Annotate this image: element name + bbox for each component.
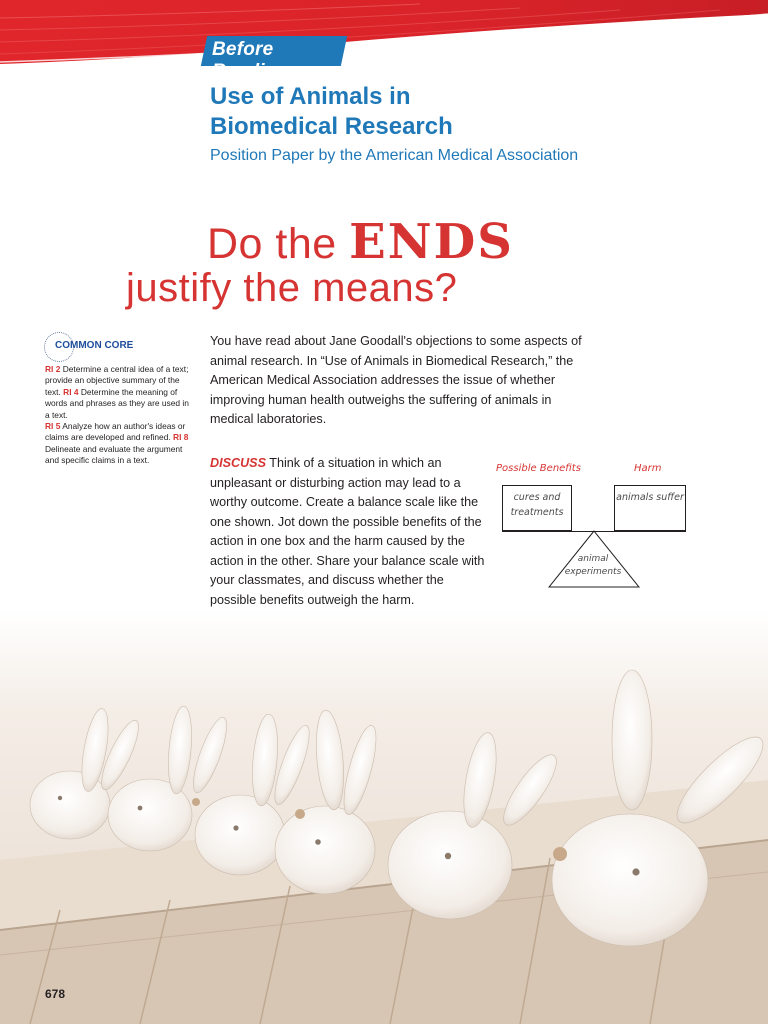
standard-code: RI 4 (63, 386, 79, 397)
standard-code: RI 5 (45, 421, 61, 432)
scale-right-label: Harm (634, 463, 662, 474)
common-core-label: COMMON CORE (55, 340, 134, 351)
scale-left-label: Possible Benefits (496, 463, 581, 474)
title-line-1: Use of Animals in (210, 83, 411, 110)
discuss-text: Think of a situation in which an unpleasant or disturbing action may lead to a worthy outcome. Create a balance scale like the one shown. Jot down the possible benefits of the action in one box and the harm caused by the action in the other. Share your balance scale with your classmates, and discuss whether the possible benefits outweigh the harm. (210, 456, 485, 607)
standard-code: RI 2 (45, 364, 61, 374)
standard-code: RI 8 (173, 432, 189, 443)
headline-line-1 (207, 214, 514, 270)
scale-left-box: cures and treatments (502, 485, 572, 531)
intro-paragraph: You have read about Jane Goodall's objections to some aspects of animal research. In “Use of Animals in Biomedical Research,” the American Medical Association addresses the issue of whether improving human health outweighs the suffering of animals in medical laboratories. (210, 334, 582, 426)
title-line-2: Biomedical Research (210, 113, 453, 140)
headline-do-the: Do the (207, 220, 350, 268)
page-title (210, 82, 730, 142)
standards-list (45, 364, 193, 467)
discuss-keyword: DISCUSS (210, 456, 266, 470)
rabbits-photo (0, 610, 768, 1024)
section-tag: Before Reading (212, 39, 289, 82)
page-subtitle: Position Paper by the American Medical Association (210, 147, 579, 164)
headline-line-2: justify the means? (126, 266, 458, 310)
standard-text: Determine a central idea of a text; provide an objective summary of the text. (45, 364, 189, 397)
standard-text: Determine the meaning of words and phrases as they are used in a text. (45, 386, 189, 420)
top-banner (0, 0, 768, 70)
scale-right-box: animals suffer (614, 485, 686, 531)
page-number: 678 (45, 987, 66, 1001)
standard-text: Delineate and evaluate the argument and specific claims in a text. (45, 443, 183, 466)
scale-fulcrum-label: animal experiments (564, 554, 622, 577)
standard-text: Analyze how an author's ideas or claims are developed and refined. (45, 421, 186, 443)
discuss-paragraph (210, 454, 490, 610)
headline-ends: ENDS (349, 214, 514, 270)
